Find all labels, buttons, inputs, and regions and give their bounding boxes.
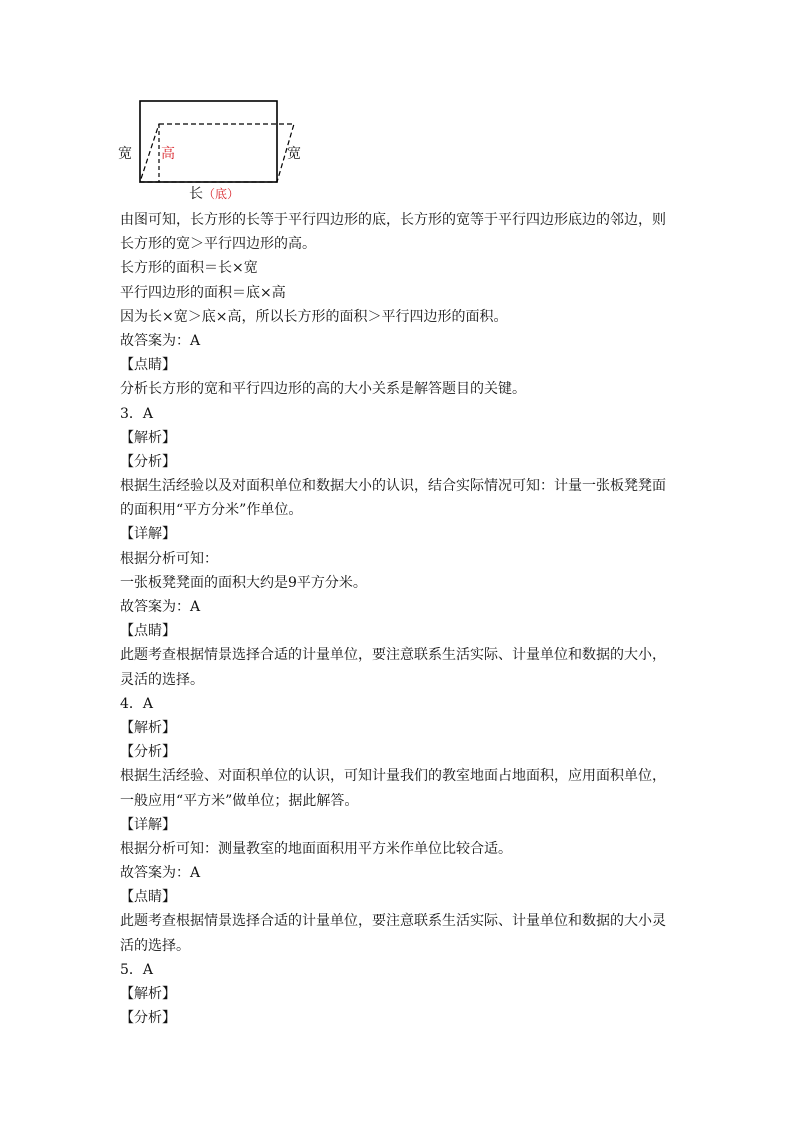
section-heading: 【点睛】 — [120, 357, 176, 374]
section-heading: 【详解】 — [120, 816, 176, 833]
text-line: 根据分析可知： — [120, 550, 218, 567]
length-text: 长 — [189, 186, 203, 202]
text-line: 的面积用“平方分米”作单位。 — [120, 502, 303, 519]
width-label-right: 宽 — [287, 146, 301, 162]
text-line: 此题考查根据情景选择合适的计量单位，要注意联系生活实际、计量单位和数据的大小灵 — [120, 913, 666, 930]
section-heading: 【详解】 — [120, 526, 176, 543]
text-line: 因为长×宽＞底×高，所以长方形的面积＞平行四边形的面积。 — [120, 308, 508, 325]
section-heading: 【点睛】 — [120, 889, 176, 906]
question-number: 3．A — [120, 405, 154, 422]
text-line: 故答案为：A — [120, 865, 201, 882]
text-line: 长方形的面积＝长×宽 — [120, 260, 258, 277]
section-heading: 【分析】 — [120, 453, 176, 470]
section-heading: 【解析】 — [120, 719, 176, 736]
base-label: （底） — [203, 187, 240, 201]
question-number: 5．A — [120, 961, 154, 978]
section-heading: 【分析】 — [120, 744, 176, 761]
width-label-left: 宽 — [118, 146, 132, 162]
rectangle-parallelogram-figure — [115, 96, 315, 204]
text-line: 根据分析可知：测量教室的地面面积用平方米作单位比较合适。 — [120, 840, 512, 857]
text-line: 故答案为：A — [120, 599, 201, 615]
section-heading: 【解析】 — [120, 986, 176, 1002]
text-line: 根据生活经验、对面积单位的认识，可知计量我们的教室地面占地面积，应用面积单位， — [120, 768, 666, 785]
text-line: 分析长方形的宽和平行四边形的高的大小关系是解答题目的关键。 — [120, 381, 526, 398]
section-heading: 【解析】 — [120, 429, 176, 446]
section-heading: 【分析】 — [120, 1010, 176, 1027]
text-line: 长方形的宽＞平行四边形的高。 — [120, 236, 316, 253]
text-line: 故答案为：A — [120, 332, 201, 349]
answer-explanation-text — [120, 208, 680, 1030]
text-line: 灵活的选择。 — [120, 671, 204, 688]
text-line: 此题考查根据情景选择合适的计量单位，要注意联系生活实际、计量单位和数据的大小， — [120, 647, 666, 664]
text-line: 由图可知，长方形的长等于平行四边形的底，长方形的宽等于平行四边形底边的邻边，则 — [120, 212, 666, 228]
height-label: 高 — [161, 146, 175, 162]
length-label — [189, 186, 239, 202]
section-heading: 【点睛】 — [120, 623, 176, 640]
rectangle-outline — [140, 101, 277, 182]
question-number: 4．A — [120, 695, 154, 712]
text-line: 一张板凳凳面的面积大约是9平方分米。 — [120, 574, 367, 591]
text-line: 根据生活经验以及对面积单位和数据大小的认识，结合实际情况可知：计量一张板凳凳面 — [120, 478, 666, 495]
text-line: 一般应用“平方米”做单位；据此解答。 — [120, 792, 359, 809]
text-line: 平行四边形的面积＝底×高 — [120, 284, 286, 301]
text-line: 活的选择。 — [120, 937, 190, 954]
